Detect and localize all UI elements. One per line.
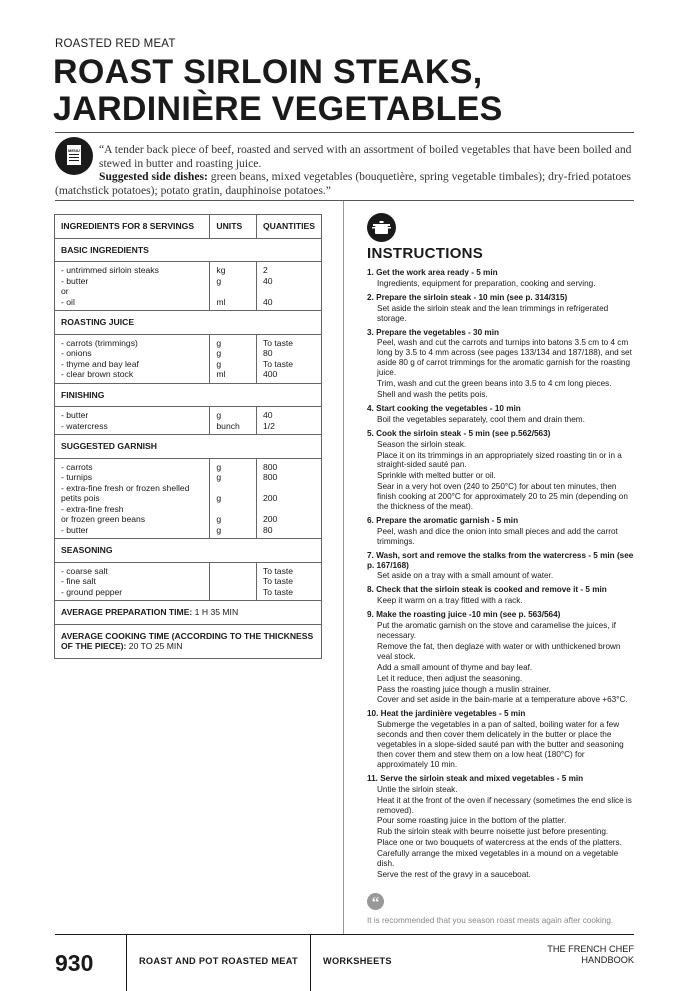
quantity-value: 80 [262,348,273,358]
quantity-value: To taste [262,358,294,369]
ingredient-name: - fine salt [61,576,96,586]
step-text: Pour some roasting juice in the bottom of the platter. [377,816,567,826]
title-rule [55,132,634,133]
unit-value: ml [216,369,226,379]
unit-cell [210,407,257,435]
quantity-value: 40 [262,410,273,420]
step-text: Heat it at the front of the oven if necessary (sometimes the end slice is removed). [377,795,632,815]
step-text: Put the aromatic garnish on the stove and caramelise the juices, if necessary. [377,621,616,640]
title-line-1: ROAST SIRLOIN STEAKS, [53,53,483,91]
step-title: 10. Heat the jardinière vegetables - 5 min [367,709,526,719]
ingredient-name: - butter [61,275,89,286]
ingredient-name: - turnips [61,472,93,482]
section-header-row [55,311,322,335]
unit-cell [210,262,257,311]
ingredient-name: - extra-fine fresh or frozen shelled [61,482,190,493]
quantity-value: To taste [262,565,294,576]
step-text: Sprinkle with melted butter or oil. [377,471,496,481]
step-text: Rub the sirloin steak with beurre noisette just before presenting. [377,827,609,837]
step-text: Shell and wash the petits pois. [377,389,488,399]
quantity-cell [256,562,321,601]
header-units: UNITS [210,215,257,239]
unit-value [216,286,250,297]
unit-value: g [216,524,222,535]
unit-cell [210,458,257,539]
footer-divider [310,935,311,991]
step-title: 11. Serve the sirloin steak and mixed vegetables - 5 min [367,773,584,783]
unit-value [216,576,250,587]
step-text: Sear in a very hot oven (240 to 250°C) for about ten minutes, then finish cooking at 200°C for approximately 20 to 25 min (depending on the thickness of the meat). [377,482,628,512]
footer-book-title [500,944,634,966]
step-text: Untie the sirloin steak. [377,784,458,794]
section-header-row [55,435,322,459]
ingredient-name: - butter [61,524,89,535]
step-title: 9. Make the roasting juice -10 min (see p. 563/564) [367,610,561,620]
ingredient-name: petits pois [61,493,100,503]
instruction-step [367,610,635,705]
page-number: 930 [55,950,94,976]
ingredient-name: - untrimmed sirloin steaks [61,265,159,275]
unit-value: g [216,461,222,472]
instruction-step [367,551,635,582]
step-text: Submerge the vegetables in a pan of salted, boiling water for a few seconds and then cover them delicately in the butter or place the vegetables in a slope-sided sauté pan with the butter and seasoning then cover them and stew them on a low heat (180°C) for approximately 10 min. [377,720,624,769]
step-text: Place one or two bouquets of watercress at the ends of the platters. [377,838,622,848]
step-title: 2. Prepare the sirloin steak - 10 min (see p. 314/315) [367,292,568,302]
title-line-2: JARDINIÈRE VEGETABLES [53,90,503,128]
ingredient-cell [55,407,210,435]
quantity-value: To taste [262,337,294,348]
cook-time-row [55,624,322,658]
step-text: Remove the fat, then deglaze with water or with unthickened brown veal stock. [377,641,621,661]
quantity-value: 40 [262,296,273,307]
header-quantities: QUANTITIES [256,215,321,239]
ingredient-cell [55,262,210,311]
side-dishes-text: green beans, mixed vegetables (bouquetière, spring vegetable timbales); dry-fried potatoes (matchstick potatoes); potato gratin, dauphinoise potatoes.” [55,170,631,197]
header-ingredients: INGREDIENTS FOR 8 SERVINGS [55,215,210,239]
table-row [55,262,322,311]
ingredient-name: - extra-fine fresh [61,503,124,514]
step-text: Ingredients, equipment for preparation, cooking and serving. [377,278,596,288]
ingredient-name: - onions [61,348,92,358]
ingredient-name: - butter [61,410,89,420]
step-title: 5. Cook the sirloin steak - 5 min (see p.562/563) [367,428,551,438]
instruction-step [367,516,635,547]
step-text: Peel, wash and cut the carrots and turnips into batons 3.5 cm to 4 cm long by 3.5 to 4 mm across (see pages 133/134 and 187/188), and set aside 80 g of carrot trimmings for the aromatic garnish for the roasting juice. [377,338,632,378]
table-row [55,458,322,539]
step-text: Add a small amount of thyme and bay leaf. [377,662,533,672]
page-title [53,54,503,128]
quantity-value: 800 [262,472,278,482]
side-dishes-label: Suggested side dishes: [99,170,208,183]
unit-value: g [216,358,222,369]
table-row [55,334,322,383]
quantity-cell [256,458,321,539]
section-header-row [55,383,322,407]
footer-section: ROAST AND POT ROASTED MEAT [139,956,298,966]
cooking-pot-icon [367,213,396,242]
quantity-value: 2 [262,265,268,275]
cook-time-label: AVERAGE COOKING TIME (ACCORDING TO THE THICKNESS OF THE PIECE): [61,630,314,651]
instruction-step [367,268,635,289]
ingredient-name: - oil [61,296,75,307]
ingredient-cell [55,458,210,539]
instruction-step [367,774,635,880]
unit-value: g [216,348,222,358]
unit-value: bunch [216,420,240,431]
quantity-cell [256,407,321,435]
ingredients-table [54,214,322,659]
step-text: Set aside the sirloin steak and the lean trimmings in refrigerated storage. [377,303,609,323]
ingredient-cell [55,562,210,601]
step-title: 4. Start cooking the vegetables - 10 min [367,403,521,413]
footer-worksheets: WORKSHEETS [323,956,392,966]
unit-value [216,566,250,577]
step-text: Season the sirloin steak. [377,439,467,449]
footer-rule [55,934,634,935]
quantity-cell [256,262,321,311]
section-title: SEASONING [55,539,322,563]
step-text: Cover and set aside in the bain-marie at a temperature above +63°C. [377,695,628,705]
unit-value: g [216,410,222,420]
unit-value [216,504,250,515]
unit-value [216,587,250,598]
intro-rule [55,200,634,201]
section-header-row [55,238,322,262]
table-row [55,407,322,435]
ingredient-name: or frozen green beans [61,514,146,524]
intro-quote: “A tender back piece of beef, roasted and served with an assortment of boiled vegetables that have been boiled and stewed in butter and roasting juice. [99,143,632,170]
quantity-value: To taste [262,576,294,586]
quantity-value: 80 [262,524,273,535]
instruction-step [367,585,635,606]
step-title: 6. Prepare the aromatic garnish - 5 min [367,515,519,525]
step-text: Trim, wash and cut the green beans into 3.5 to 4 cm long pieces. [377,379,612,389]
ingredient-name: or [61,286,69,296]
step-text: Set aside on a tray with a small amount of water. [377,571,554,581]
step-text: Carefully arrange the mixed vegetables in a mound on a vegetable dish. [377,849,619,869]
unit-value [216,483,250,494]
section-header-row [55,539,322,563]
prep-time [55,601,322,625]
ingredient-name: - watercress [61,420,108,431]
step-title: 8. Check that the sirloin steak is cooked and remove it - 5 min [367,585,607,595]
cook-time [55,624,322,658]
unit-value: kg [216,265,226,275]
quantity-value [263,504,315,515]
footer-divider [126,935,127,991]
section-title: BASIC INGREDIENTS [55,238,322,262]
unit-value: g [216,472,222,482]
category-label: ROASTED RED MEAT [55,38,176,50]
table-header-row [55,215,322,239]
unit-value: g [216,275,222,286]
instructions-list [367,268,635,884]
step-title: 3. Prepare the vegetables - 30 min [367,327,499,337]
quantity-value: 800 [262,461,278,472]
quantity-value [263,286,315,297]
ingredient-cell [55,334,210,383]
quantity-value: 40 [262,275,273,286]
quantity-value: 1/2 [262,420,275,431]
quote-icon: “ [367,893,384,910]
step-text: Let it reduce, then adjust the seasoning. [377,673,523,683]
instruction-step [367,709,635,769]
ingredient-name: - carrots (trimmings) [61,337,138,348]
prep-time-label: AVERAGE PREPARATION TIME: [61,607,193,617]
step-text: Pass the roasting juice though a muslin strainer. [377,684,551,694]
step-text: Serve the rest of the gravy in a sauceboat. [377,869,531,879]
section-title: ROASTING JUICE [55,311,322,335]
step-title: 7. Wash, sort and remove the stalks from the watercress - 5 min (see p. 167/168) [367,550,634,570]
step-text: Place it on its trimmings in an appropriately sized roasting tin or in a straight-sided sauté pan. [377,450,622,470]
quantity-value [263,483,315,494]
instruction-step [367,429,635,512]
unit-cell [210,562,257,601]
step-text: Boil the vegetables separately, cool them and drain them. [377,414,585,424]
instruction-step [367,328,635,400]
intro-text [55,143,634,197]
unit-value: g [216,337,222,348]
column-divider [343,201,344,934]
instruction-step [367,404,635,425]
ingredient-name: - carrots [61,461,93,472]
ingredient-name: - coarse salt [61,565,108,576]
instructions-title: INSTRUCTIONS [367,245,484,262]
quantity-value: To taste [262,586,294,597]
step-text: Keep it warm on a tray fitted with a rack. [377,596,523,606]
step-text: Peel, wash and dice the onion into small pieces and add the carrot trimmings. [377,526,618,546]
step-title: 1. Get the work area ready - 5 min [367,268,498,277]
quantity-cell [256,334,321,383]
book-title-line-1: THE FRENCH CHEF [547,944,634,954]
tip-text: It is recommended that you season roast meats again after cooking. [367,916,614,925]
section-title: SUGGESTED GARNISH [55,435,322,459]
cook-time-value: 20 TO 25 MIN [126,641,183,651]
quantity-value: 400 [262,369,278,379]
ingredient-name: - thyme and bay leaf [61,358,139,369]
unit-value: g [216,493,222,503]
section-title: FINISHING [55,383,322,407]
unit-value: ml [216,296,226,307]
unit-value: g [216,514,222,524]
prep-time-row [55,601,322,625]
ingredient-name: - ground pepper [61,586,123,597]
prep-time-value: 1 H 35 MIN [192,607,239,617]
ingredient-name: - clear brown stock [61,369,134,379]
menu-icon-text: MENU [68,148,80,153]
quantity-value: 200 [262,514,278,524]
unit-cell [210,334,257,383]
instruction-step [367,293,635,324]
table-row [55,562,322,601]
side-dishes [55,170,634,197]
book-title-line-2: HANDBOOK [581,955,634,965]
quantity-value: 200 [262,493,278,503]
